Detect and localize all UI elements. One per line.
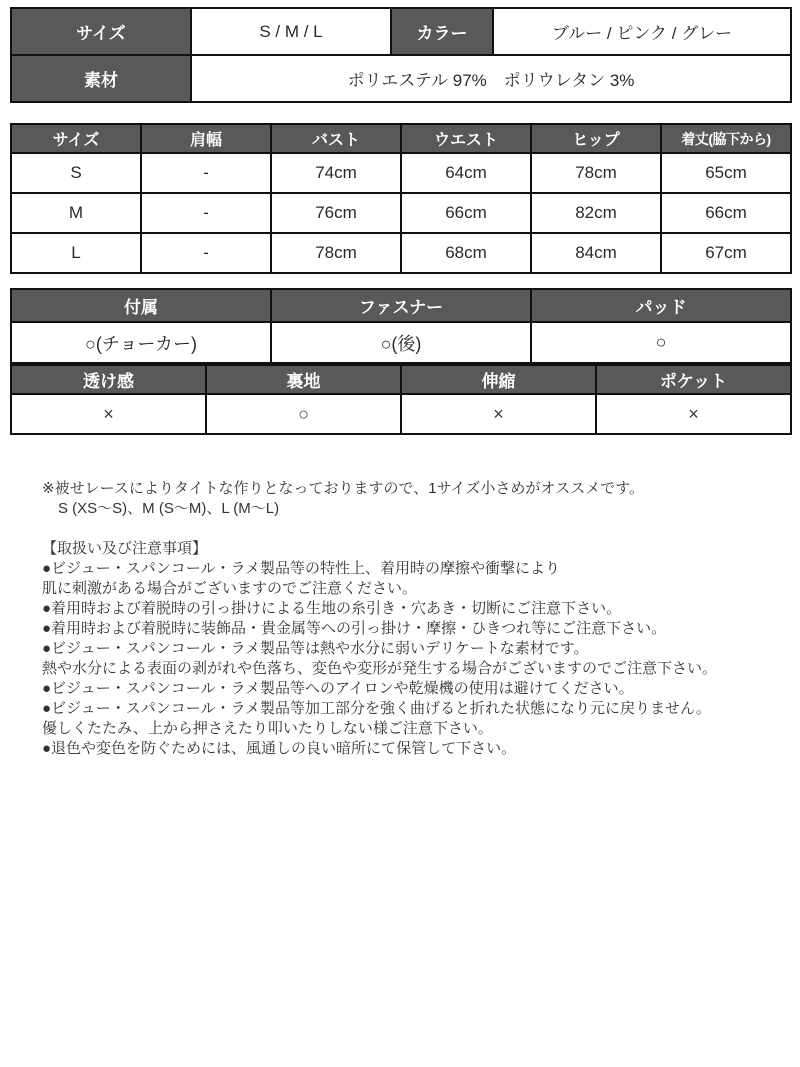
cell-s-size: S — [11, 153, 141, 193]
care-line: 優しくたたみ、上から押さえたり叩いたりしない様ご注意下さい。 — [42, 720, 493, 737]
notes-section — [10, 479, 790, 759]
fabric-features-table — [10, 364, 792, 435]
col-header-waist: ウエスト — [401, 124, 531, 153]
size-label: サイズ — [11, 8, 191, 55]
color-value: ブルー / ピンク / グレー — [493, 8, 791, 55]
size-note-line2: S (XS～S)、M (S～M)、L (M～L) — [58, 500, 280, 517]
spacer — [42, 519, 790, 539]
size-value: S / M / L — [191, 8, 391, 55]
care-line: 肌に刺激がある場合がございますのでご注意ください。 — [42, 580, 418, 597]
col-header-size: サイズ — [11, 124, 141, 153]
care-line: ●退色や変色を防ぐためには、風通しの良い暗所にて保管して下さい。 — [42, 740, 517, 757]
cell-l-waist: 68cm — [401, 233, 531, 273]
cell-m-shoulder: - — [141, 193, 271, 233]
accessories-value-row — [11, 322, 791, 363]
table-row-size-l — [11, 233, 791, 273]
cell-sheerness: × — [11, 394, 206, 434]
col-header-fastener: ファスナー — [271, 289, 531, 322]
cell-s-waist: 64cm — [401, 153, 531, 193]
cell-s-hip: 78cm — [531, 153, 661, 193]
cell-pocket: × — [596, 394, 791, 434]
material-row — [11, 55, 791, 102]
cell-l-size: L — [11, 233, 141, 273]
col-header-pocket: ポケット — [596, 365, 791, 394]
cell-fastener: ○(後) — [271, 322, 531, 363]
table-row-size-m — [11, 193, 791, 233]
care-line: ●ビジュー・スパンコール・ラメ製品等の特性上、着用時の摩擦や衝撃により — [42, 560, 561, 577]
cell-l-hip: 84cm — [531, 233, 661, 273]
col-header-stretch: 伸縮 — [401, 365, 596, 394]
care-line: ●着用時および着脱時の引っ掛けによる生地の糸引き・穴あき・切断にご注意下さい。 — [42, 600, 622, 617]
cell-m-hip: 82cm — [531, 193, 661, 233]
cell-lining: ○ — [206, 394, 401, 434]
size-color-material-table — [10, 7, 792, 103]
cell-s-length: 65cm — [661, 153, 791, 193]
col-header-pad: パッド — [531, 289, 791, 322]
care-line: ●着用時および着脱時に装飾品・貴金属等への引っ掛け・摩擦・ひきつれ等にご注意下さい。 — [42, 620, 667, 637]
product-spec-sheet — [10, 0, 790, 759]
cell-accessory: ○(チョーカー) — [11, 322, 271, 363]
col-header-lining: 裏地 — [206, 365, 401, 394]
measurements-table — [10, 123, 792, 274]
cell-m-size: M — [11, 193, 141, 233]
size-note-line1: ※被せレースによりタイトな作りとなっておりますので、1サイズ小さめがオススメです。 — [42, 480, 645, 497]
material-value: ポリエステル 97% ポリウレタン 3% — [191, 55, 791, 102]
table-row-size-s — [11, 153, 791, 193]
accessories-header-row — [11, 289, 791, 322]
cell-m-waist: 66cm — [401, 193, 531, 233]
accessories-table — [10, 288, 792, 364]
size-color-row — [11, 8, 791, 55]
cell-l-length: 67cm — [661, 233, 791, 273]
cell-pad: ○ — [531, 322, 791, 363]
material-label: 素材 — [11, 55, 191, 102]
measurements-header-row — [11, 124, 791, 153]
cell-m-length: 66cm — [661, 193, 791, 233]
care-line: ●ビジュー・スパンコール・ラメ製品等は熱や水分に弱いデリケートな素材です。 — [42, 640, 589, 657]
cell-s-shoulder: - — [141, 153, 271, 193]
care-line: ●ビジュー・スパンコール・ラメ製品等へのアイロンや乾燥機の使用は避けてください。 — [42, 680, 634, 697]
cell-s-bust: 74cm — [271, 153, 401, 193]
cell-stretch: × — [401, 394, 596, 434]
col-header-accessory: 付属 — [11, 289, 271, 322]
col-header-shoulder: 肩幅 — [141, 124, 271, 153]
col-header-bust: バスト — [271, 124, 401, 153]
col-header-sheerness: 透け感 — [11, 365, 206, 394]
col-header-hip: ヒップ — [531, 124, 661, 153]
fabric-features-header-row — [11, 365, 791, 394]
fabric-features-value-row — [11, 394, 791, 434]
color-label: カラー — [391, 8, 493, 55]
col-header-length: 着丈(脇下から) — [661, 124, 791, 153]
care-line: 熱や水分による表面の剥がれや色落ち、変色や変形が発生する場合がございますのでご注意下さい。 — [42, 660, 718, 677]
care-line: ●ビジュー・スパンコール・ラメ製品等加工部分を強く曲げると折れた状態になり元に戻りません。 — [42, 700, 711, 717]
care-title: 【取扱い及び注意事項】 — [42, 540, 208, 557]
cell-m-bust: 76cm — [271, 193, 401, 233]
cell-l-shoulder: - — [141, 233, 271, 273]
cell-l-bust: 78cm — [271, 233, 401, 273]
